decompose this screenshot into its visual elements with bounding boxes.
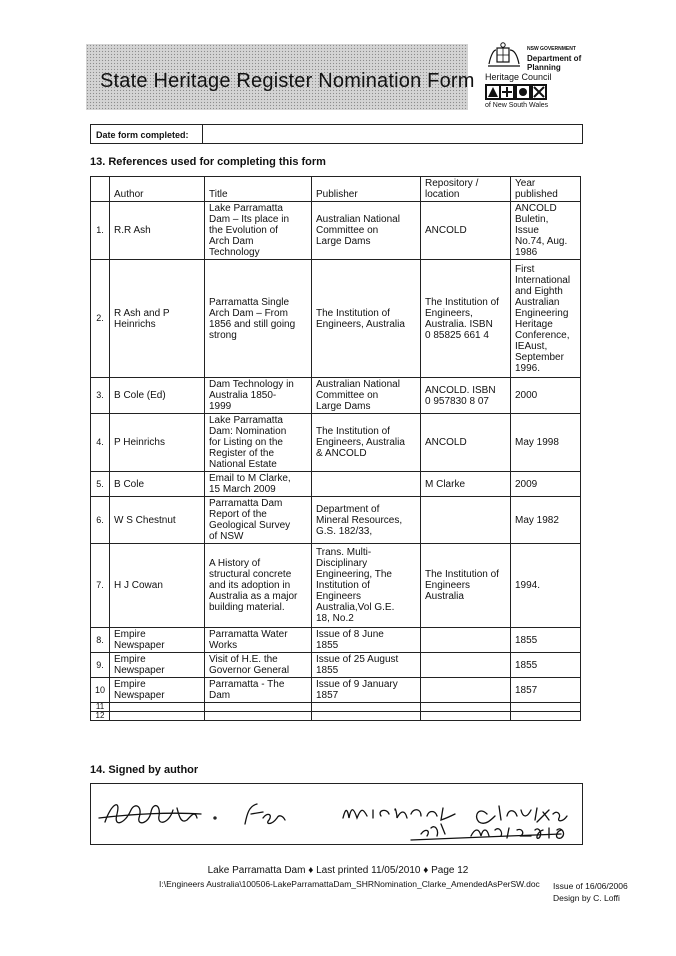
council-name: Heritage Council [485, 72, 552, 82]
ref-repository [421, 703, 511, 712]
ref-title: Parramatta Single Arch Dam – From 1856 and still going strong [205, 260, 312, 378]
col-year-header: Year published [511, 177, 581, 202]
col-title-header: Title [205, 177, 312, 202]
ref-title [205, 712, 312, 721]
gov-label: NSW GOVERNMENT [527, 46, 576, 52]
references-table [90, 176, 581, 721]
ref-title: Lake Parramatta Dam: Nomination for Listing on the Register of the National Estate [205, 414, 312, 472]
ref-title: Parramatta - The Dam [205, 678, 312, 703]
ref-author: Empire Newspaper [110, 628, 205, 653]
ref-number: 7. [91, 544, 110, 628]
ref-title: Parramatta Water Works [205, 628, 312, 653]
ref-publisher: Trans. Multi- Disciplinary Engineering, The Institution of Engineers Australia,Vol G.E. 18, No.2 [312, 544, 421, 628]
ref-year: ANCOLD Buletin, Issue No.74, Aug. 1986 [511, 202, 581, 260]
footer-issue-date: Issue of 16/06/2006 [553, 881, 628, 891]
ref-publisher: Issue of 8 June 1855 [312, 628, 421, 653]
ref-number: 1. [91, 202, 110, 260]
ref-publisher: Department of Mineral Resources, G.S. 182/33, [312, 497, 421, 544]
ref-publisher: Australian National Committee on Large Dams [312, 202, 421, 260]
ref-number: 11 [91, 703, 110, 712]
ref-author: R.R Ash [110, 202, 205, 260]
ref-author [110, 703, 205, 712]
ref-title: Email to M Clarke, 15 March 2009 [205, 472, 312, 497]
table-row [91, 378, 581, 414]
section-13-heading: 13. References used for completing this form [90, 156, 326, 168]
council-state: of New South Wales [485, 102, 549, 109]
ref-repository: ANCOLD [421, 414, 511, 472]
ref-publisher [312, 703, 421, 712]
ref-number: 5. [91, 472, 110, 497]
ref-year: 2000 [511, 378, 581, 414]
heritage-council-logo-icon [485, 84, 547, 100]
ref-year: 1857 [511, 678, 581, 703]
page-title: State Heritage Register Nomination Form [100, 70, 475, 92]
table-row [91, 712, 581, 721]
ref-year: 1994. [511, 544, 581, 628]
table-row [91, 260, 581, 378]
ref-title: A History of structural concrete and its adoption in Australia as a major building material. [205, 544, 312, 628]
ref-number: 4. [91, 414, 110, 472]
table-header-row [91, 177, 581, 202]
ref-publisher: Issue of 25 August 1855 [312, 653, 421, 678]
ref-repository: M Clarke [421, 472, 511, 497]
ref-title: Lake Parramatta Dam – Its place in the Evolution of Arch Dam Technology [205, 202, 312, 260]
ref-year: May 1998 [511, 414, 581, 472]
ref-repository: ANCOLD [421, 202, 511, 260]
table-row [91, 703, 581, 712]
ref-year: May 1982 [511, 497, 581, 544]
ref-repository: The Institution of Engineers Australia [421, 544, 511, 628]
ref-repository: The Institution of Engineers, Australia. ISBN 0 85825 661 4 [421, 260, 511, 378]
ref-year: First International and Eighth Australian Engineering Heritage Conference, IEAust, September 1996. [511, 260, 581, 378]
section-14-heading: 14. Signed by author [90, 764, 199, 776]
ref-number: 9. [91, 653, 110, 678]
ref-publisher: Issue of 9 January 1857 [312, 678, 421, 703]
nsw-crest-icon [486, 42, 522, 70]
table-row [91, 544, 581, 628]
ref-year [511, 712, 581, 721]
ref-repository: ANCOLD. ISBN 0 957830 8 07 [421, 378, 511, 414]
ref-publisher: The Institution of Engineers, Australia [312, 260, 421, 378]
date-completed-row [90, 124, 583, 144]
signature-box [90, 783, 583, 845]
ref-repository [421, 653, 511, 678]
ref-author: H J Cowan [110, 544, 205, 628]
ref-repository [421, 628, 511, 653]
ref-year: 2009 [511, 472, 581, 497]
footer-document-info: Lake Parramatta Dam ♦ Last printed 11/05/2010 ♦ Page 12 [207, 865, 469, 876]
table-row [91, 628, 581, 653]
ref-author: Empire Newspaper [110, 653, 205, 678]
ref-title [205, 703, 312, 712]
table-row [91, 202, 581, 260]
table-row [91, 653, 581, 678]
ref-author: R Ash and P Heinrichs [110, 260, 205, 378]
col-number-header [91, 177, 110, 202]
ref-author [110, 712, 205, 721]
footer-design-credit: Design by C. Loffi [553, 893, 620, 903]
date-completed-label: Date form completed: [91, 125, 203, 143]
ref-year: 1855 [511, 653, 581, 678]
ref-number: 3. [91, 378, 110, 414]
col-repository-header: Repository / location [421, 177, 511, 202]
handwritten-signature [91, 784, 582, 844]
ref-number: 10 [91, 678, 110, 703]
ref-number: 6. [91, 497, 110, 544]
ref-title: Visit of H.E. the Governor General [205, 653, 312, 678]
ref-repository [421, 678, 511, 703]
ref-number: 12 [91, 712, 110, 721]
ref-author: B Cole [110, 472, 205, 497]
ref-repository [421, 497, 511, 544]
col-publisher-header: Publisher [312, 177, 421, 202]
ref-publisher: Australian National Committee on Large Dams [312, 378, 421, 414]
table-row [91, 497, 581, 544]
department-name: Department of Planning [527, 54, 582, 72]
ref-title: Dam Technology in Australia 1850- 1999 [205, 378, 312, 414]
ref-publisher: The Institution of Engineers, Australia & ANCOLD [312, 414, 421, 472]
ref-number: 2. [91, 260, 110, 378]
ref-author: W S Chestnut [110, 497, 205, 544]
footer-file-path: I:\Engineers Australia\100506-LakeParramattaDam_SHRNomination_Clarke_AmendedAsPerSW.doc [159, 879, 540, 889]
ref-author: Empire Newspaper [110, 678, 205, 703]
ref-number: 8. [91, 628, 110, 653]
table-row [91, 414, 581, 472]
ref-title: Parramatta Dam Report of the Geological Survey of NSW [205, 497, 312, 544]
ref-author: B Cole (Ed) [110, 378, 205, 414]
ref-year [511, 703, 581, 712]
nsw-logo-block [480, 40, 610, 116]
ref-publisher [312, 712, 421, 721]
ref-publisher [312, 472, 421, 497]
table-row [91, 678, 581, 703]
ref-repository [421, 712, 511, 721]
date-completed-field[interactable] [203, 125, 582, 143]
ref-year: 1855 [511, 628, 581, 653]
col-author-header: Author [110, 177, 205, 202]
ref-author: P Heinrichs [110, 414, 205, 472]
table-row [91, 472, 581, 497]
